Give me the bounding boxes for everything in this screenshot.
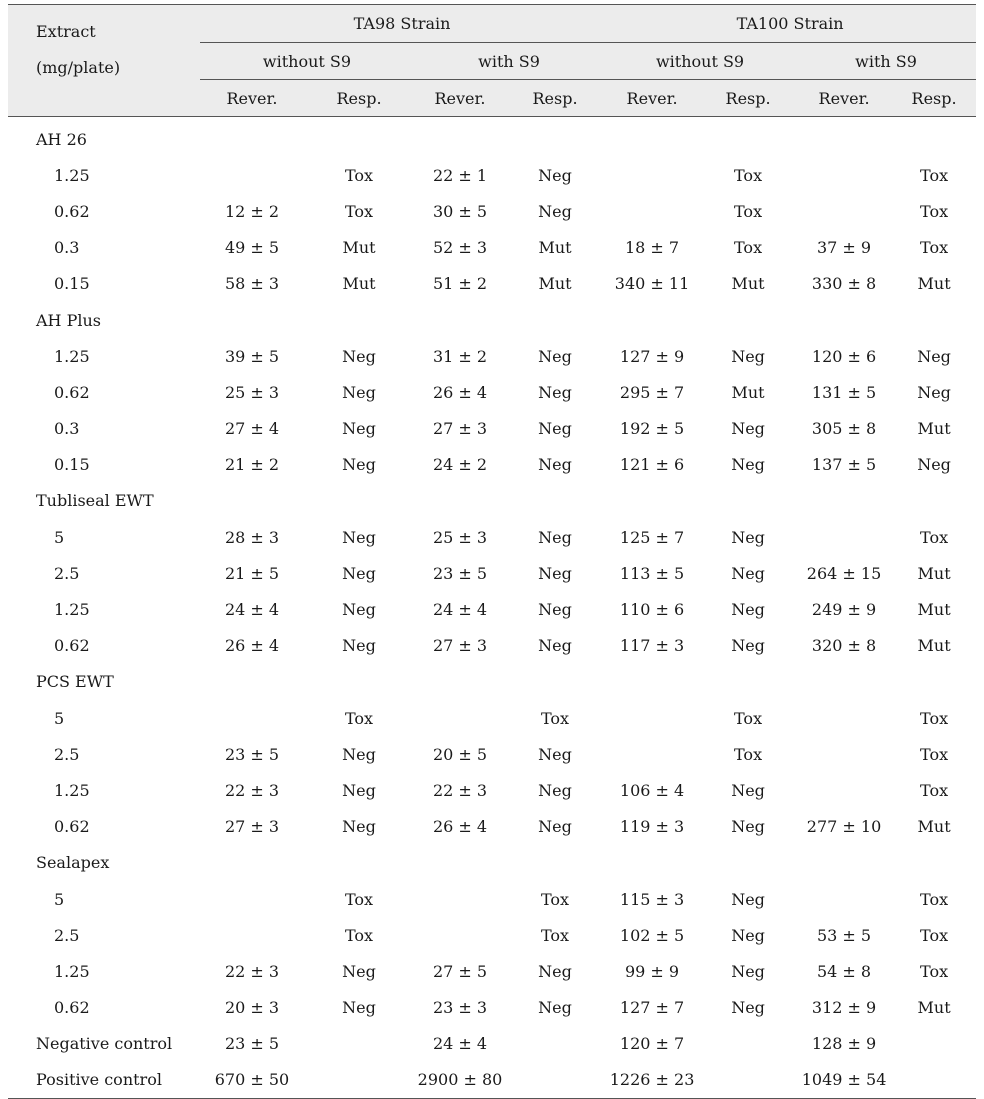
- strain-header-ta100: TA100 Strain: [604, 5, 976, 43]
- revertant-cell: [796, 736, 892, 772]
- response-cell: Neg: [538, 817, 572, 837]
- response-cell: Mut: [538, 274, 572, 294]
- revertant-cell: 53 ± 5: [816, 925, 872, 945]
- response-cell: Neg: [538, 998, 572, 1018]
- response-cell: Tox: [344, 889, 374, 909]
- response-cell: Neg: [342, 382, 376, 402]
- response-cell: Neg: [538, 346, 572, 366]
- response-cell: Tox: [920, 961, 949, 981]
- revertant-cell: 120 ± 6: [811, 346, 877, 366]
- revertant-cell: [796, 193, 892, 229]
- revertant-cell: 110 ± 6: [619, 600, 685, 620]
- revertant-cell: [604, 157, 700, 193]
- revertant-cell: [796, 157, 892, 193]
- measure-header: Resp.: [304, 80, 414, 117]
- revertant-cell: 23 ± 3: [432, 998, 488, 1018]
- measure-header: Rever.: [414, 80, 506, 117]
- revertant-cell: 131 ± 5: [811, 382, 877, 402]
- revertant-cell: 1049 ± 54: [796, 1062, 892, 1099]
- revertant-cell: [604, 736, 700, 772]
- dose-cell: 0.3: [54, 238, 80, 258]
- revertant-cell: 340 ± 11: [614, 274, 690, 294]
- revertant-cell: [414, 700, 506, 736]
- measure-header: Rever.: [796, 80, 892, 117]
- response-cell: Tox: [920, 201, 949, 221]
- response-cell: Neg: [538, 600, 572, 620]
- measure-header: Rever.: [604, 80, 700, 117]
- table-row: [8, 230, 976, 266]
- response-cell: Tox: [920, 744, 949, 764]
- revertant-cell: 295 ± 7: [619, 382, 685, 402]
- revertant-cell: 24 ± 4: [224, 600, 280, 620]
- group-name: Tubliseal EWT: [36, 491, 154, 511]
- revertant-cell: 127 ± 9: [619, 346, 685, 366]
- revertant-cell: 25 ± 3: [432, 527, 488, 547]
- revertant-cell: 21 ± 2: [224, 455, 280, 475]
- revertant-cell: 320 ± 8: [811, 636, 877, 656]
- response-cell: Mut: [538, 238, 572, 258]
- response-cell: Neg: [342, 998, 376, 1018]
- response-cell: Mut: [731, 274, 765, 294]
- response-cell: Neg: [731, 780, 765, 800]
- response-cell: Neg: [538, 744, 572, 764]
- revertant-cell: 37 ± 9: [816, 238, 872, 258]
- response-cell: Mut: [917, 563, 951, 583]
- response-cell: Mut: [917, 817, 951, 837]
- dose-cell: 2.5: [54, 563, 80, 583]
- response-cell: Neg: [538, 201, 572, 221]
- revertant-cell: 22 ± 3: [224, 961, 280, 981]
- control-label: Positive control: [8, 1062, 200, 1099]
- response-cell: Mut: [917, 419, 951, 439]
- revertant-cell: 25 ± 3: [224, 382, 280, 402]
- revertant-cell: 54 ± 8: [816, 961, 872, 981]
- revertant-cell: 127 ± 7: [619, 998, 685, 1018]
- revertant-cell: 27 ± 3: [432, 419, 488, 439]
- revertant-cell: 120 ± 7: [619, 1034, 685, 1054]
- revertant-cell: 119 ± 3: [619, 817, 685, 837]
- table-row: [8, 266, 976, 302]
- measure-header: Resp.: [892, 80, 976, 117]
- dose-cell: 5: [54, 708, 65, 728]
- dose-cell: 0.62: [54, 382, 90, 402]
- group-name: PCS EWT: [36, 672, 114, 692]
- revertant-cell: 23 ± 5: [224, 744, 280, 764]
- table-row: [8, 193, 976, 229]
- condition-header: with S9: [414, 43, 604, 80]
- response-cell: Neg: [731, 998, 765, 1018]
- revertant-cell: 23 ± 5: [432, 563, 488, 583]
- revertant-cell: 113 ± 5: [619, 563, 685, 583]
- revertant-cell: 30 ± 5: [432, 201, 488, 221]
- revertant-cell: 26 ± 4: [432, 817, 488, 837]
- response-cell: Tox: [920, 708, 949, 728]
- group-header-row: [8, 117, 976, 158]
- dose-cell: 0.15: [54, 274, 90, 294]
- revertant-cell: 192 ± 5: [619, 419, 685, 439]
- control-row: [8, 1026, 976, 1062]
- response-cell: Mut: [731, 382, 765, 402]
- revertant-cell: 26 ± 4: [432, 382, 488, 402]
- revertant-cell: 106 ± 4: [619, 780, 685, 800]
- response-cell: Neg: [731, 527, 765, 547]
- response-cell: Neg: [342, 780, 376, 800]
- dose-cell: 0.62: [54, 817, 90, 837]
- response-cell: Neg: [917, 455, 951, 475]
- response-cell: Neg: [342, 744, 376, 764]
- revertant-cell: 28 ± 3: [224, 527, 280, 547]
- revertant-cell: [796, 772, 892, 808]
- table-row: [8, 736, 976, 772]
- revertant-cell: [200, 917, 304, 953]
- response-cell: Tox: [734, 744, 763, 764]
- response-cell: Mut: [917, 636, 951, 656]
- response-cell: Neg: [731, 419, 765, 439]
- response-cell: Tox: [920, 238, 949, 258]
- response-cell: Tox: [344, 201, 374, 221]
- revertant-cell: [604, 700, 700, 736]
- revertant-cell: [414, 917, 506, 953]
- revertant-cell: 24 ± 2: [432, 455, 488, 475]
- response-cell: Tox: [734, 238, 763, 258]
- revertant-cell: 27 ± 3: [432, 636, 488, 656]
- response-cell: Neg: [342, 563, 376, 583]
- response-cell: [700, 1062, 796, 1099]
- dose-cell: 0.3: [54, 419, 80, 439]
- response-cell: Tox: [344, 925, 374, 945]
- response-cell: Neg: [342, 600, 376, 620]
- response-cell: [700, 1026, 796, 1062]
- table-row: [8, 519, 976, 555]
- dose-cell: 1.25: [54, 961, 90, 981]
- response-cell: Neg: [538, 636, 572, 656]
- dose-cell: 0.15: [54, 455, 90, 475]
- revertant-cell: 312 ± 9: [811, 998, 877, 1018]
- response-cell: Neg: [342, 817, 376, 837]
- response-cell: Neg: [538, 455, 572, 475]
- response-cell: [506, 1062, 604, 1099]
- response-cell: Mut: [917, 600, 951, 620]
- response-cell: Neg: [731, 346, 765, 366]
- revertant-cell: 49 ± 5: [224, 238, 280, 258]
- table-row: [8, 447, 976, 483]
- revertant-cell: 264 ± 15: [806, 563, 882, 583]
- dose-cell: 5: [54, 527, 65, 547]
- table-row: [8, 953, 976, 989]
- revertant-cell: 12 ± 2: [224, 201, 280, 221]
- revertant-cell: 330 ± 8: [811, 274, 877, 294]
- group-name: AH Plus: [36, 310, 101, 330]
- revertant-cell: 137 ± 5: [811, 455, 877, 475]
- revertant-cell: 21 ± 5: [224, 563, 280, 583]
- revertant-cell: 51 ± 2: [432, 274, 488, 294]
- revertant-cell: [796, 700, 892, 736]
- extract-header-line1: Extract: [36, 22, 96, 41]
- revertant-cell: [796, 519, 892, 555]
- response-cell: Neg: [731, 600, 765, 620]
- table-row: [8, 591, 976, 627]
- group-header-row: [8, 664, 976, 700]
- revertant-cell: 22 ± 3: [224, 780, 280, 800]
- revertant-cell: [604, 193, 700, 229]
- response-cell: Neg: [731, 817, 765, 837]
- response-cell: Tox: [920, 889, 949, 909]
- response-cell: Neg: [731, 455, 765, 475]
- revertant-cell: 2900 ± 80: [414, 1062, 506, 1099]
- response-cell: Neg: [538, 165, 572, 185]
- revertant-cell: 31 ± 2: [432, 346, 488, 366]
- revertant-cell: 58 ± 3: [224, 274, 280, 294]
- response-cell: Neg: [538, 780, 572, 800]
- dose-cell: 2.5: [54, 744, 80, 764]
- dose-cell: 0.62: [54, 201, 90, 221]
- response-cell: Neg: [731, 925, 765, 945]
- condition-header: without S9: [200, 43, 414, 80]
- measure-header: Resp.: [700, 80, 796, 117]
- group-name: AH 26: [36, 129, 87, 149]
- table-row: [8, 338, 976, 374]
- revertant-cell: 52 ± 3: [432, 238, 488, 258]
- response-cell: Tox: [920, 527, 949, 547]
- response-cell: Neg: [538, 382, 572, 402]
- response-cell: Neg: [342, 636, 376, 656]
- response-cell: Neg: [342, 419, 376, 439]
- dose-cell: 1.25: [54, 780, 90, 800]
- revertant-cell: 26 ± 4: [224, 636, 280, 656]
- revertant-cell: 18 ± 7: [624, 238, 680, 258]
- revertant-cell: 102 ± 5: [619, 925, 685, 945]
- revertant-cell: 23 ± 5: [224, 1034, 280, 1054]
- response-cell: Tox: [920, 780, 949, 800]
- revertant-cell: 128 ± 9: [811, 1034, 877, 1054]
- response-cell: Tox: [734, 165, 763, 185]
- table-row: [8, 917, 976, 953]
- revertant-cell: 24 ± 4: [432, 1034, 488, 1054]
- response-cell: Neg: [342, 346, 376, 366]
- table-row: [8, 772, 976, 808]
- group-header-row: [8, 302, 976, 338]
- table-row: [8, 157, 976, 193]
- response-cell: Mut: [917, 998, 951, 1018]
- response-cell: Tox: [344, 165, 374, 185]
- revertant-cell: [200, 157, 304, 193]
- response-cell: Mut: [342, 274, 376, 294]
- table-row: [8, 628, 976, 664]
- response-cell: Tox: [540, 925, 570, 945]
- strain-header-ta98: TA98 Strain: [200, 5, 604, 43]
- response-cell: Neg: [731, 889, 765, 909]
- table-body: [8, 117, 976, 1099]
- revertant-cell: [200, 700, 304, 736]
- response-cell: Neg: [538, 961, 572, 981]
- response-cell: Neg: [731, 636, 765, 656]
- measure-header: Rever.: [200, 80, 304, 117]
- revertant-cell: 305 ± 8: [811, 419, 877, 439]
- condition-header: with S9: [796, 43, 976, 80]
- response-cell: Tox: [344, 708, 374, 728]
- revertant-cell: 20 ± 5: [432, 744, 488, 764]
- revertant-cell: 121 ± 6: [619, 455, 685, 475]
- extract-header-line2: (mg/plate): [36, 58, 121, 77]
- dose-cell: 2.5: [54, 925, 80, 945]
- dose-cell: 1.25: [54, 165, 90, 185]
- condition-header: without S9: [604, 43, 796, 80]
- control-label: Negative control: [36, 1034, 173, 1054]
- table-row: [8, 411, 976, 447]
- revertant-cell: 249 ± 9: [811, 600, 877, 620]
- response-cell: Neg: [731, 563, 765, 583]
- revertant-cell: 20 ± 3: [224, 998, 280, 1018]
- group-header-row: [8, 483, 976, 519]
- dose-cell: 0.62: [54, 636, 90, 656]
- mutagenicity-table-container: [8, 4, 976, 1099]
- response-cell: Mut: [917, 274, 951, 294]
- response-cell: Tox: [734, 708, 763, 728]
- response-cell: Neg: [538, 563, 572, 583]
- revertant-cell: [200, 881, 304, 917]
- response-cell: Neg: [731, 961, 765, 981]
- table-row: [8, 700, 976, 736]
- response-cell: Neg: [538, 419, 572, 439]
- revertant-cell: 125 ± 7: [619, 527, 685, 547]
- response-cell: Tox: [540, 889, 570, 909]
- table-row: [8, 555, 976, 591]
- revertant-cell: 670 ± 50: [200, 1062, 304, 1099]
- dose-cell: 5: [54, 889, 65, 909]
- dose-cell: 1.25: [54, 600, 90, 620]
- dose-cell: 0.62: [54, 998, 90, 1018]
- response-cell: [304, 1062, 414, 1099]
- group-name: Sealapex: [36, 853, 110, 873]
- response-cell: Neg: [342, 455, 376, 475]
- revertant-cell: 115 ± 3: [619, 889, 685, 909]
- response-cell: Neg: [917, 346, 951, 366]
- revertant-cell: [414, 881, 506, 917]
- revertant-cell: [796, 881, 892, 917]
- revertant-cell: 27 ± 3: [224, 817, 280, 837]
- mutagenicity-table: [8, 4, 976, 1099]
- dose-cell: 1.25: [54, 346, 90, 366]
- revertant-cell: 1226 ± 23: [604, 1062, 700, 1099]
- response-cell: Neg: [538, 527, 572, 547]
- response-cell: Tox: [920, 165, 949, 185]
- revertant-cell: 39 ± 5: [224, 346, 280, 366]
- revertant-cell: 27 ± 4: [224, 419, 280, 439]
- response-cell: Tox: [734, 201, 763, 221]
- response-cell: [892, 1026, 976, 1062]
- extract-column-header: [8, 5, 200, 117]
- table-row: [8, 809, 976, 845]
- revertant-cell: 22 ± 3: [432, 780, 488, 800]
- table-header: [8, 5, 976, 117]
- response-cell: [892, 1062, 976, 1099]
- response-cell: [304, 1026, 414, 1062]
- response-cell: Tox: [540, 708, 570, 728]
- response-cell: Mut: [342, 238, 376, 258]
- response-cell: Neg: [917, 382, 951, 402]
- group-header-row: [8, 845, 976, 881]
- control-row: [8, 1062, 976, 1099]
- revertant-cell: 117 ± 3: [619, 636, 685, 656]
- revertant-cell: 277 ± 10: [806, 817, 882, 837]
- measure-header: Resp.: [506, 80, 604, 117]
- revertant-cell: 24 ± 4: [432, 600, 488, 620]
- response-cell: [506, 1026, 604, 1062]
- table-row: [8, 990, 976, 1026]
- table-row: [8, 881, 976, 917]
- table-row: [8, 374, 976, 410]
- response-cell: Neg: [342, 527, 376, 547]
- revertant-cell: 22 ± 1: [432, 165, 488, 185]
- revertant-cell: 99 ± 9: [624, 961, 680, 981]
- revertant-cell: 27 ± 5: [432, 961, 488, 981]
- response-cell: Neg: [342, 961, 376, 981]
- response-cell: Tox: [920, 925, 949, 945]
